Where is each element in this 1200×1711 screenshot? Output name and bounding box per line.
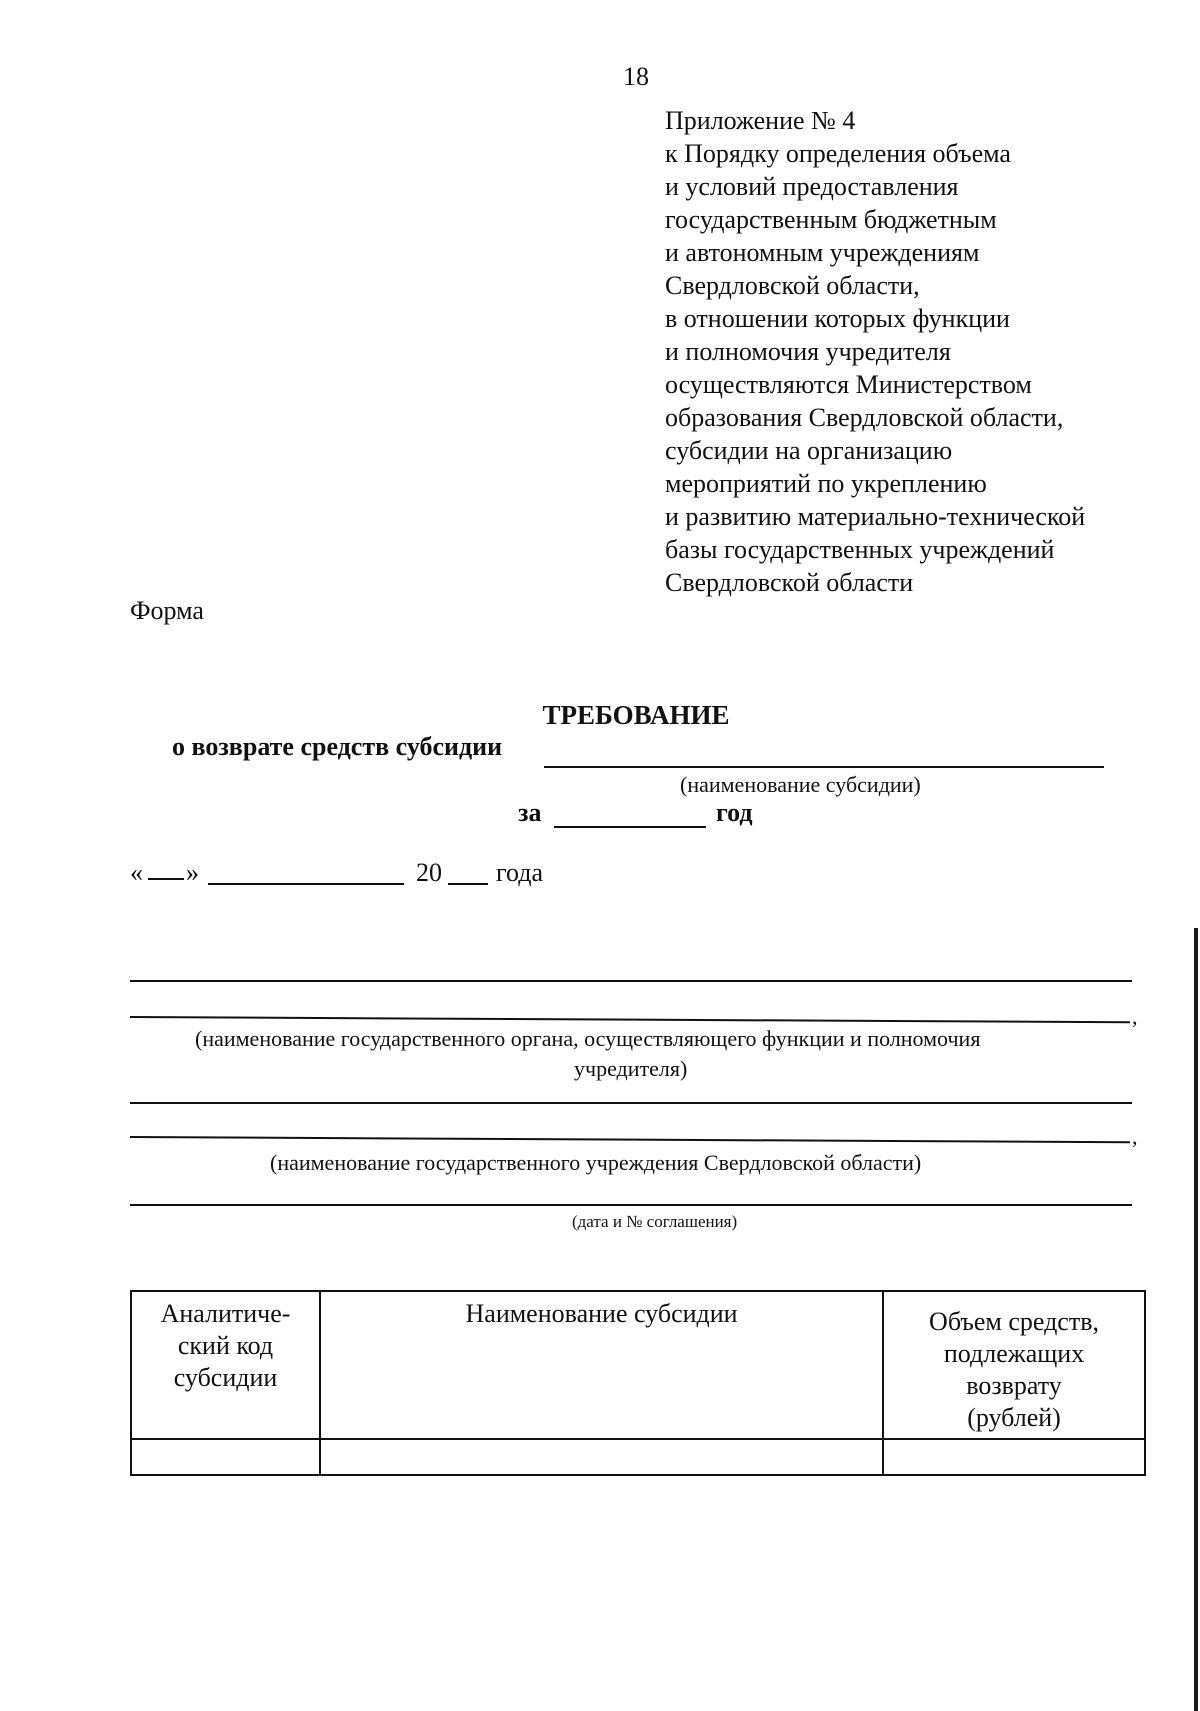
subsidy-name-caption: (наименование субсидии)	[680, 772, 921, 797]
organ-comma: ,	[1132, 1004, 1138, 1029]
table-row	[131, 1439, 1145, 1475]
year-suffix: год	[716, 798, 753, 827]
subsidy-name-blank[interactable]	[544, 766, 1104, 768]
document-subtitle: о возврате средств субсидии	[172, 732, 503, 761]
appendix-line: Свердловской области	[665, 568, 914, 597]
scan-edge	[1194, 928, 1198, 1711]
header-code-line: субсидии	[173, 1363, 278, 1392]
appendix-line: Свердловской области,	[665, 271, 920, 300]
appendix-line: и полномочия учредителя	[665, 337, 951, 366]
appendix-line: государственным бюджетным	[665, 205, 997, 234]
appendix-line: и условий предоставления	[665, 172, 959, 201]
year-prefix: за	[518, 798, 542, 827]
month-blank[interactable]	[208, 883, 404, 885]
agreement-caption: (дата и № соглашения)	[572, 1212, 738, 1231]
appendix-line: Приложение № 4	[665, 106, 856, 135]
appendix-line: базы государственных учреждений	[665, 535, 1055, 564]
date-suffix: года	[496, 858, 544, 887]
appendix-line: к Порядку определения объема	[665, 139, 1011, 168]
century: 20	[416, 858, 442, 887]
institution-blank-1[interactable]	[130, 1102, 1132, 1104]
cell-subsidy-name[interactable]	[320, 1439, 883, 1475]
subsidy-table	[130, 1290, 1146, 1476]
appendix-line: мероприятий по укреплению	[665, 469, 987, 498]
organ-blank-1[interactable]	[130, 980, 1132, 982]
header-subsidy-name: Наименование субсидии	[320, 1291, 883, 1439]
appendix-line: в отношении которых функции	[665, 304, 1010, 333]
document-title: ТРЕБОВАНИЕ	[542, 700, 730, 730]
year-digits-blank[interactable]	[448, 883, 488, 885]
header-return-amount	[883, 1291, 1145, 1439]
institution-caption: (наименование государственного учреждения Свердловской области)	[270, 1150, 922, 1175]
header-code-line: ский код	[177, 1331, 274, 1360]
cell-analytic-code[interactable]	[131, 1439, 320, 1475]
cell-return-amount[interactable]	[883, 1439, 1145, 1475]
header-amount-line: Объем средств,	[929, 1307, 1099, 1336]
organ-caption-line1: (наименование государственного органа, осуществляющего функции и полномочия	[195, 1026, 981, 1051]
institution-blank-2[interactable]	[130, 1136, 1130, 1143]
header-amount-line: подлежащих	[943, 1339, 1085, 1368]
appendix-line: осуществляются Министерством	[665, 370, 1032, 399]
date-row	[130, 858, 143, 888]
close-quote: »	[186, 858, 199, 887]
header-code-line: Аналитиче-	[160, 1299, 291, 1328]
organ-caption-line2: учредителя)	[574, 1056, 688, 1081]
year-row	[518, 798, 541, 828]
appendix-line: и развитию материально-технической	[665, 502, 1086, 531]
header-amount-line: возврату	[966, 1371, 1062, 1400]
open-quote: «	[130, 858, 143, 887]
appendix-line: и автономным учреждениям	[665, 238, 980, 267]
header-amount-line: (рублей)	[967, 1403, 1061, 1432]
table-header-row	[131, 1291, 1145, 1439]
header-analytic-code	[131, 1291, 320, 1439]
year-blank[interactable]	[554, 826, 706, 828]
form-label: Форма	[130, 596, 204, 625]
agreement-blank[interactable]	[130, 1204, 1132, 1206]
day-blank[interactable]	[148, 878, 184, 880]
appendix-block	[665, 104, 1085, 599]
page-number: 18	[623, 62, 649, 91]
appendix-line: субсидии на организацию	[665, 436, 953, 465]
appendix-line: образования Свердловской области,	[665, 403, 1064, 432]
institution-comma: ,	[1132, 1124, 1138, 1149]
organ-blank-2[interactable]	[130, 1016, 1130, 1023]
